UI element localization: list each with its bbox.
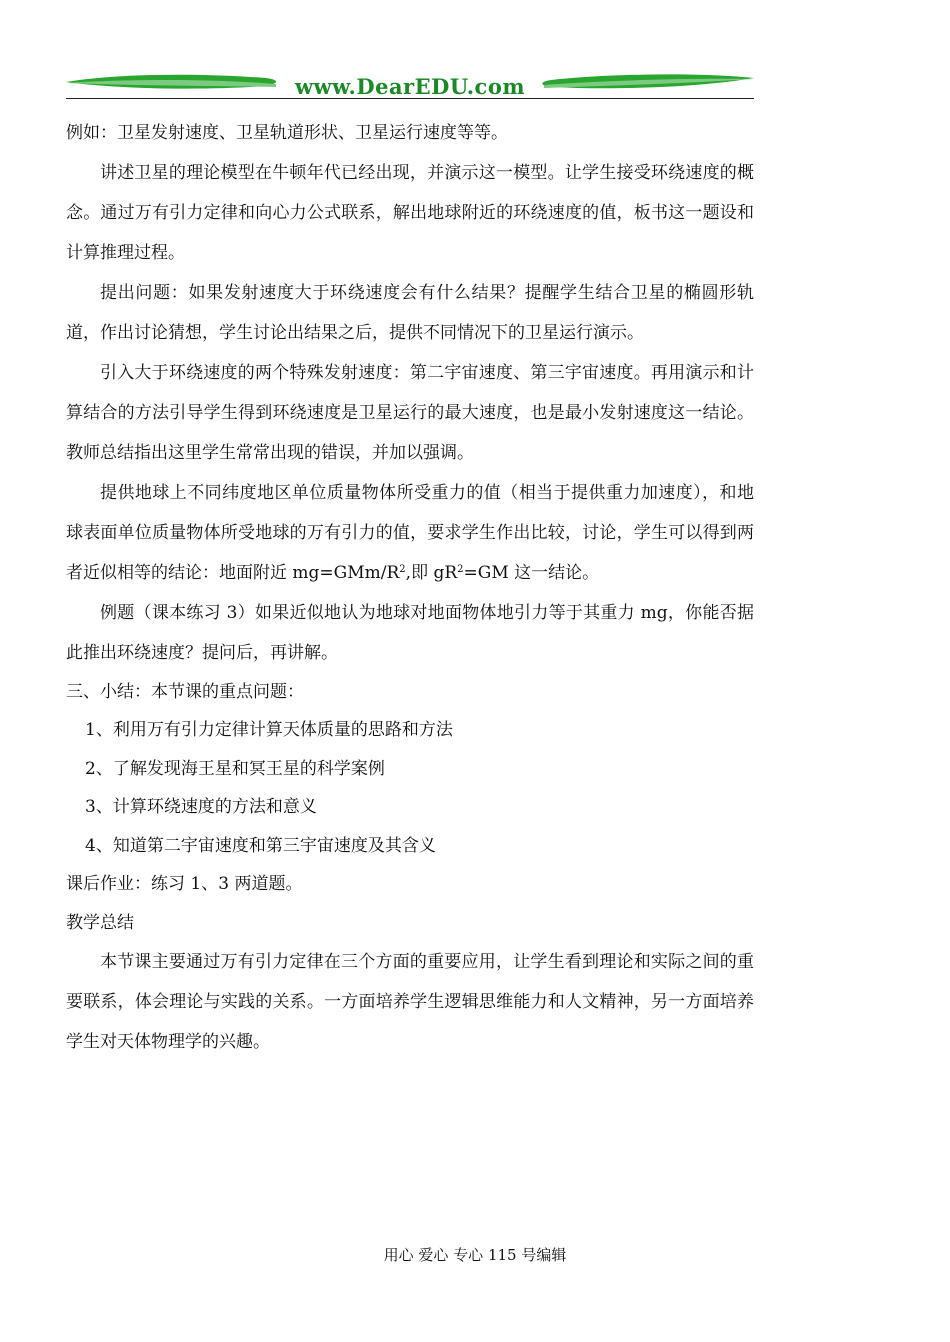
superscript-2: 2	[457, 563, 464, 575]
paragraph-cosmic-velocities: 引入大于环绕速度的两个特殊发射速度：第二宇宙速度、第三宇宙速度。再用演示和计算结合的方法引导学生得到环绕速度是卫星运行的最大速度，也是最小发射速度这一结论。教师总结指出这里学生常常出现的错误，并加以强调。	[66, 362, 754, 463]
homework-line: 课后作业：练习 1、3 两道题。	[66, 874, 303, 894]
document-body	[66, 114, 754, 1062]
site-logo-text: www.DearEDU.com	[294, 74, 526, 99]
header-divider	[66, 98, 754, 99]
summary-item: 2、了解发现海王星和冥王星的科学案例	[85, 758, 385, 779]
teaching-summary-body: 本节课主要通过万有引力定律在三个方面的重要应用，让学生看到理论和实际之间的重要联系，体会理论与实践的关系。一方面培养学生逻辑思维能力和人文精神，另一方面培养学生对天体物理学的兴趣。	[66, 952, 754, 1052]
summary-item: 1、利用万有引力定律计算天体质量的思路和方法	[85, 720, 453, 740]
page-footer: 用心 爱心 专心 115 号编辑	[383, 1246, 567, 1264]
paragraph-orbit-model: 讲述卫星的理论模型在牛顿年代已经出现，并演示这一模型。让学生接受环绕速度的概念。通过万有引力定律和向心力公式联系，解出地球附近的环绕速度的值，板书这一题设和计算推理过程。	[66, 162, 754, 263]
paragraph-examples: 例如：卫星发射速度、卫星轨道形状、卫星运行速度等等。	[66, 123, 508, 143]
gravity-text-part-2: ,即 gR	[405, 562, 458, 583]
summary-item: 3、计算环绕速度的方法和意义	[85, 797, 317, 817]
summary-heading: 三、小结：本节课的重点问题：	[66, 681, 304, 702]
gravity-text-part-1: 提供地球上不同纬度地区单位质量物体所受重力的值（相当于提供重力加速度），和地球表面单位质量物体所受地球的万有引力的值，要求学生作出比较，讨论，学生可以得到两者近似相等的结论：地面附近 mg=GMm/R	[66, 482, 754, 583]
gravity-text-part-3: =GM 这一结论。	[463, 562, 600, 583]
paragraph-example-problem: 例题（课本练习 3）如果近似地认为地球对地面物体地引力等于其重力 mg，你能否据此推出环绕速度？提问后，再讲解。	[66, 602, 754, 663]
paragraph-gravity-comparison	[66, 473, 754, 593]
superscript-2: 2	[399, 563, 406, 575]
paragraph-question: 提出问题：如果发射速度大于环绕速度会有什么结果？提醒学生结合卫星的椭圆形轨道，作出讨论猜想，学生讨论出结果之后，提供不同情况下的卫星运行演示。	[66, 282, 754, 343]
summary-item: 4、知道第二宇宙速度和第三宇宙速度及其含义	[85, 835, 436, 856]
teaching-summary-heading: 教学总结	[66, 912, 134, 933]
